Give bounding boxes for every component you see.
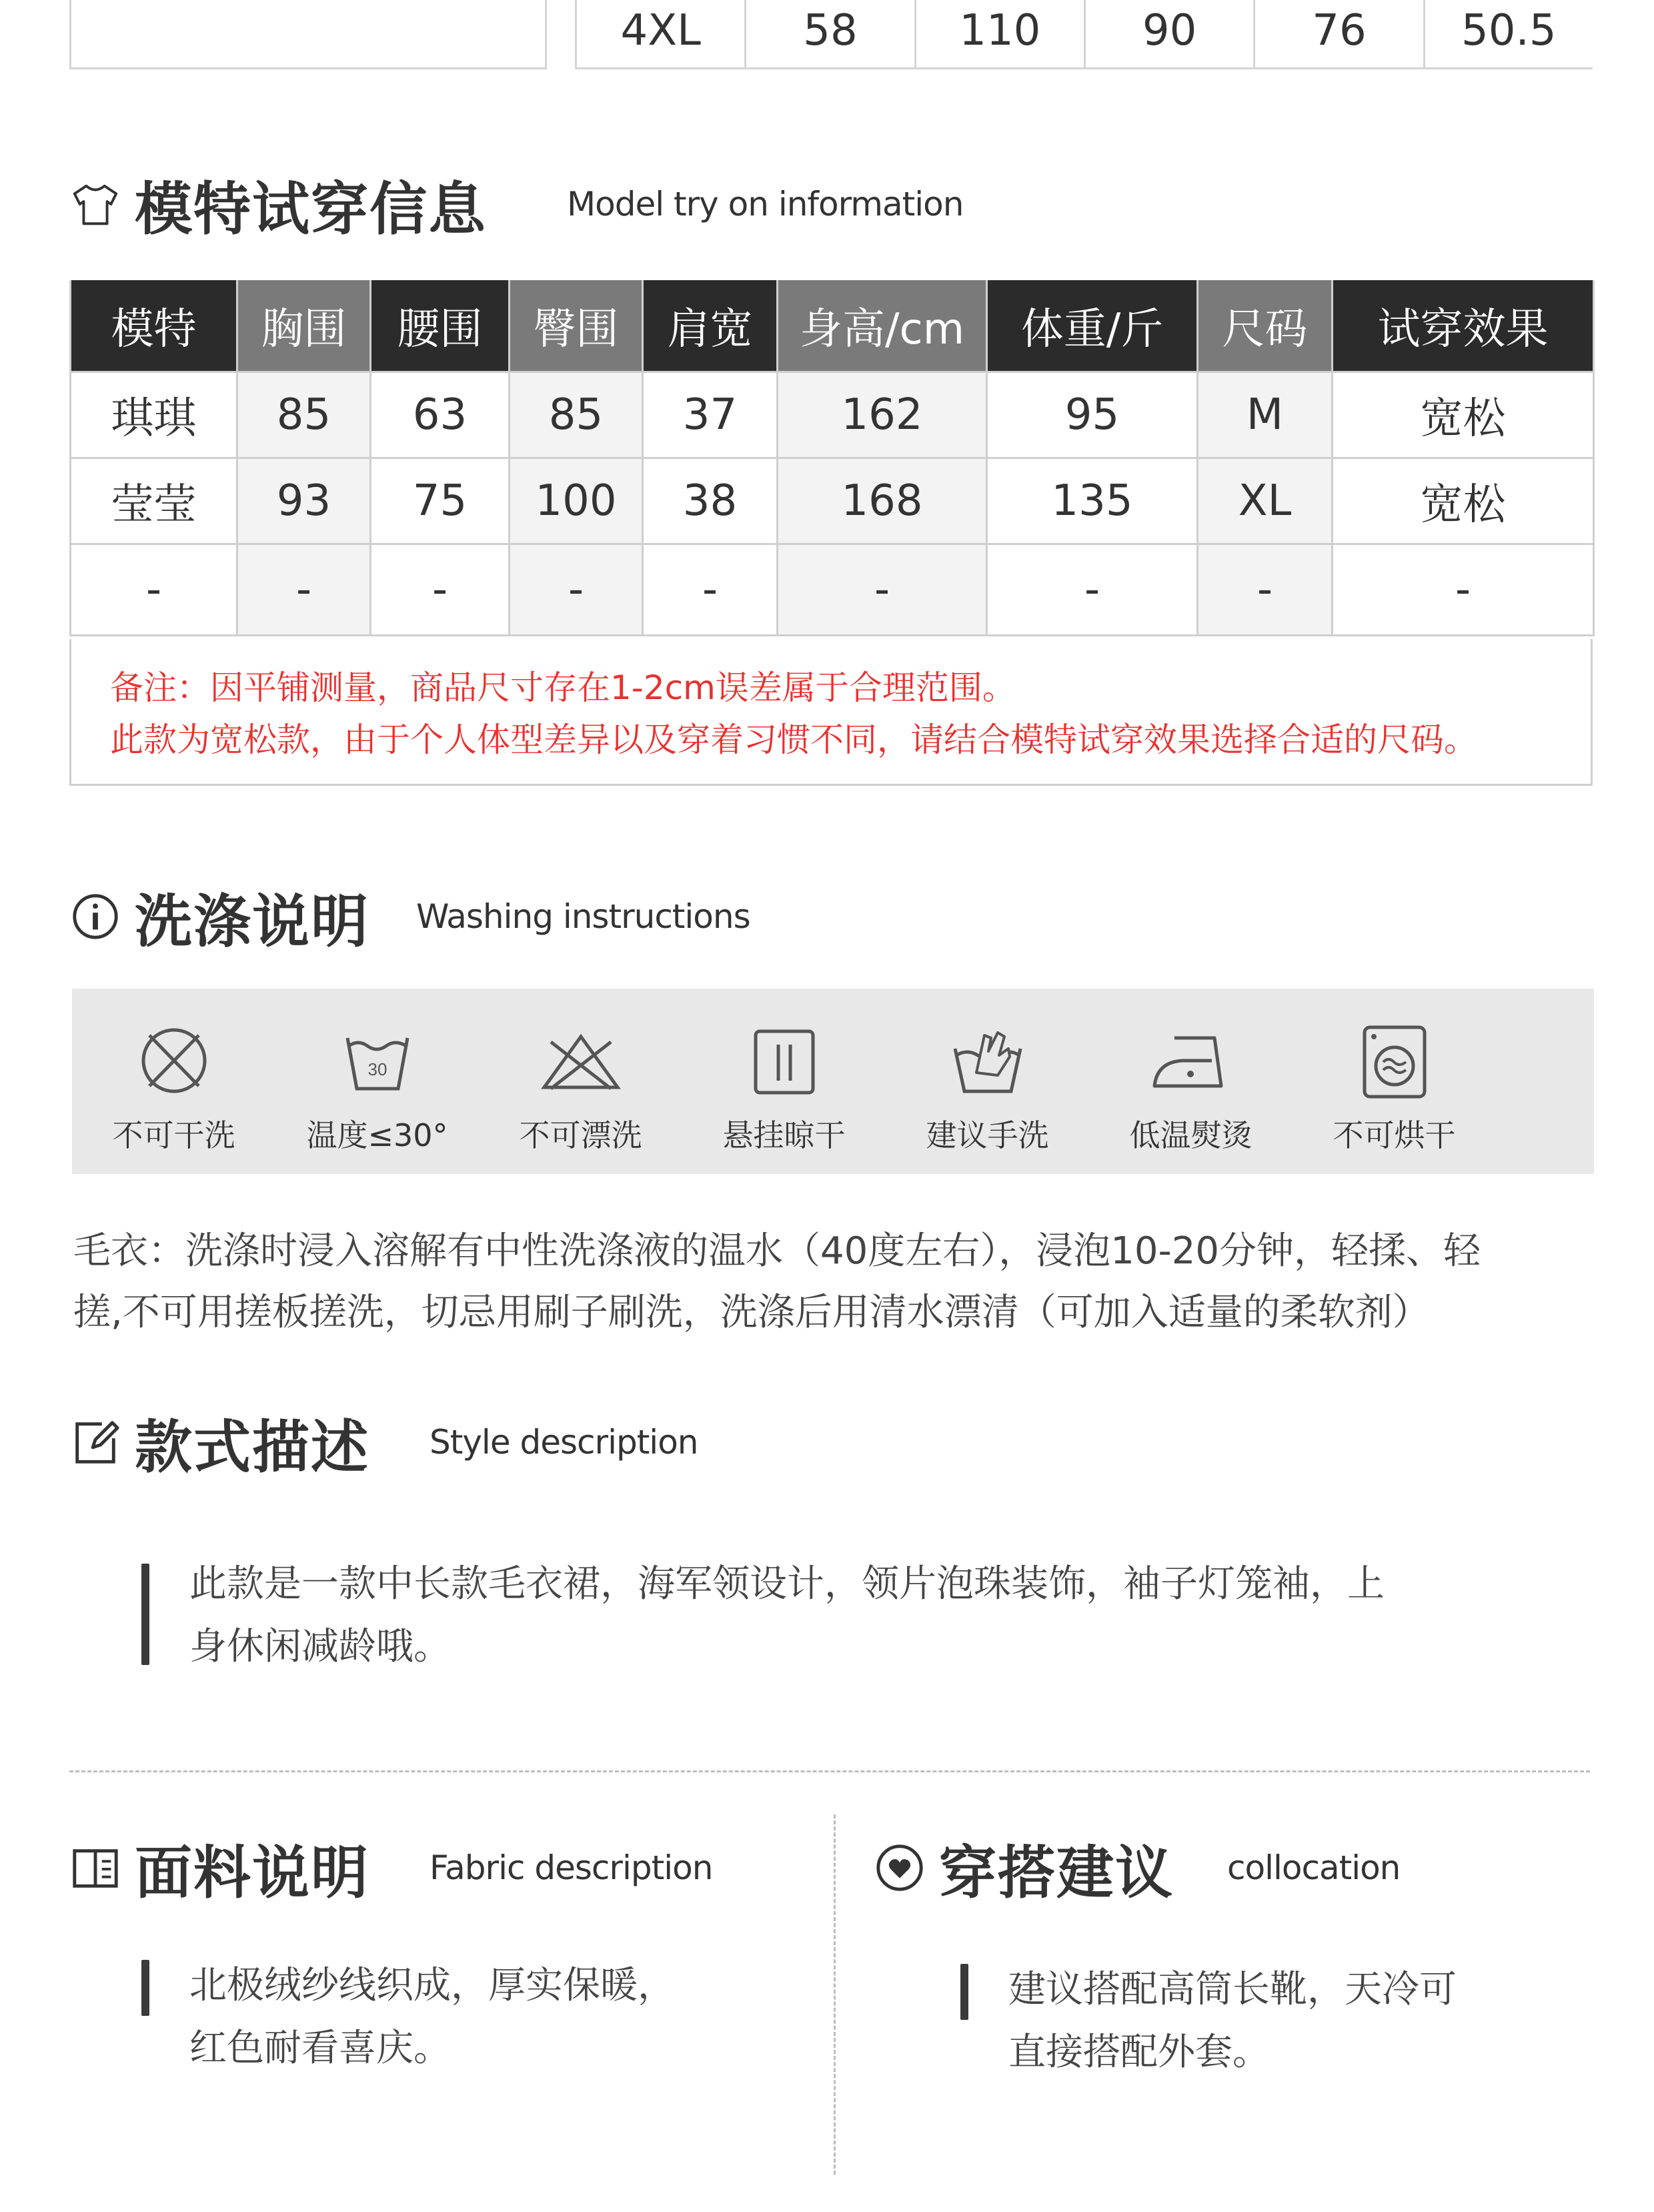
model-section-header	[69, 163, 963, 245]
table-cell: M	[1198, 372, 1333, 458]
fabric-section-header	[69, 1826, 712, 1909]
note-line: 此款为宽松款，由于个人体型差异以及穿着习惯不同，请结合模特试穿效果选择合适的尺码。	[110, 720, 1477, 759]
table-cell: XL	[1198, 458, 1333, 544]
table-cell: 63	[371, 372, 510, 458]
header-cell: 模特	[71, 280, 237, 372]
style-text	[189, 1553, 1385, 1678]
table-cell: 85	[510, 372, 643, 458]
wash-label: 温度≤30°	[306, 1117, 448, 1153]
header-cell: 试穿效果	[1333, 280, 1594, 372]
fabric-text-line: 红色耐看喜庆。	[189, 2027, 451, 2070]
section-title: 模特试穿信息	[135, 176, 487, 243]
table-cell: 162	[778, 372, 987, 458]
table-cell: -	[1198, 544, 1333, 636]
quote-bar	[141, 1960, 149, 2016]
wash-item	[479, 989, 682, 1174]
table-cell: 85	[237, 372, 371, 458]
quote-bar	[141, 1564, 149, 1665]
table-cell: 95	[987, 372, 1198, 458]
table-row	[71, 544, 1594, 636]
table-cell: 135	[987, 458, 1198, 544]
table-row	[71, 372, 1594, 458]
header-cell: 腰围	[371, 280, 510, 372]
washing-text-line: 毛衣：洗涤时浸入溶解有中性洗涤液的温水（40度左右），浸泡10-20分钟，轻揉、轻	[73, 1229, 1481, 1273]
collocation-text-line: 建议搭配高筒长靴，天冷可	[1008, 1968, 1457, 2011]
collocation-text-line: 直接搭配外套。	[1008, 2031, 1270, 2074]
size-table-row-4xl	[575, 0, 1593, 69]
wash-label: 低温熨烫	[1129, 1117, 1253, 1153]
section-subtitle: Fabric description	[430, 1848, 713, 1887]
washing-text	[73, 1221, 1601, 1343]
table-cell: -	[778, 544, 987, 636]
wash-label: 悬挂晾干	[722, 1117, 846, 1153]
table-cell: -	[237, 544, 371, 636]
table-cell: 38	[643, 458, 778, 544]
table-cell: 宽松	[1333, 458, 1594, 544]
section-title: 穿搭建议	[939, 1840, 1174, 1906]
washing-text-line: 搓,不可用搓板搓洗，切忌用刷子刷洗，洗涤后用清水漂清（可加入适量的柔软剂）	[73, 1291, 1430, 1334]
wash-item	[886, 989, 1089, 1174]
table-cell: 75	[371, 458, 510, 544]
wash-item	[275, 989, 479, 1174]
section-subtitle: collocation	[1227, 1848, 1401, 1887]
section-subtitle: Model try on information	[567, 185, 964, 223]
edit-icon	[69, 1416, 121, 1468]
collocation-section-header	[874, 1826, 1400, 1909]
wash-30-icon	[334, 1022, 421, 1102]
table-cell: 琪琪	[71, 372, 237, 458]
section-divider	[69, 1770, 1590, 1772]
fabric-icon	[69, 1842, 121, 1894]
table-cell: -	[510, 544, 643, 636]
header-cell: 胸围	[237, 280, 371, 372]
line-dry-icon	[741, 1022, 828, 1102]
model-table	[69, 280, 1595, 636]
table-cell: 莹莹	[71, 458, 237, 544]
table-cell: -	[987, 544, 1198, 636]
hand-wash-icon	[944, 1022, 1031, 1102]
header-cell: 体重/斤	[987, 280, 1198, 372]
wash-label: 不可烘干	[1333, 1117, 1456, 1153]
washing-icons-panel	[72, 989, 1594, 1174]
header-cell: 肩宽	[643, 280, 778, 372]
low-iron-icon	[1148, 1022, 1234, 1102]
collocation-description	[960, 1959, 1457, 2084]
section-title: 面料说明	[135, 1840, 369, 1906]
table-cell: -	[1333, 544, 1594, 636]
style-section-header	[69, 1401, 698, 1484]
info-icon	[69, 891, 121, 943]
size-cell: 50.5	[1461, 5, 1557, 55]
size-table-left-cell	[69, 0, 547, 69]
table-cell: 37	[643, 372, 778, 458]
table-cell: 168	[778, 458, 987, 544]
wash-label: 不可干洗	[112, 1117, 235, 1153]
table-row	[71, 458, 1594, 544]
style-text-line: 身休闲减龄哦。	[189, 1625, 451, 1668]
quote-bar	[960, 1964, 968, 2020]
wash-label: 建议手洗	[926, 1117, 1049, 1153]
section-title: 洗涤说明	[135, 889, 369, 955]
tshirt-icon	[69, 178, 121, 230]
wash-item	[682, 989, 886, 1174]
washing-section-header	[69, 875, 750, 958]
table-cell: -	[71, 544, 237, 636]
wash-item	[1089, 989, 1293, 1174]
size-cell: 110	[916, 0, 1086, 67]
style-description	[141, 1553, 1385, 1678]
table-cell: 宽松	[1333, 372, 1594, 458]
note-line: 备注：因平铺测量，商品尺寸存在1-2cm误差属于合理范围。	[110, 668, 1016, 707]
wash-item	[1293, 989, 1496, 1174]
size-cell: 58	[746, 0, 916, 67]
header-cell: 臀围	[510, 280, 643, 372]
size-cell: 4XL	[577, 0, 746, 67]
wash-label: 不可漂洗	[519, 1117, 642, 1153]
no-dry-clean-icon	[131, 1022, 217, 1102]
table-cell: 93	[237, 458, 371, 544]
model-table-header-row	[71, 280, 1594, 372]
fabric-text	[189, 1955, 675, 2080]
fabric-description	[141, 1955, 675, 2080]
table-cell: 100	[510, 458, 643, 544]
fabric-text-line: 北极绒纱线织成，厚实保暖，	[189, 1964, 675, 2007]
size-cell: 90	[1086, 0, 1255, 67]
header-cell: 尺码	[1198, 280, 1333, 372]
section-subtitle: Style description	[430, 1423, 698, 1462]
model-note	[69, 639, 1593, 786]
table-cell: -	[371, 544, 510, 636]
wash-item	[72, 989, 275, 1174]
table-cell: -	[643, 544, 778, 636]
no-bleach-icon	[538, 1022, 624, 1102]
no-tumble-dry-icon	[1351, 1022, 1438, 1102]
style-text-line: 此款是一款中长款毛衣裙，海军领设计，领片泡珠装饰，袖子灯笼袖，上	[189, 1562, 1385, 1606]
heart-icon	[874, 1842, 926, 1894]
svg-text:30: 30	[367, 1059, 387, 1079]
header-cell: 身高/cm	[778, 280, 987, 372]
section-title: 款式描述	[135, 1414, 369, 1481]
column-divider	[834, 1814, 836, 2175]
size-cell: 76	[1255, 0, 1425, 67]
section-subtitle: Washing instructions	[416, 897, 750, 936]
collocation-text	[1008, 1959, 1457, 2084]
